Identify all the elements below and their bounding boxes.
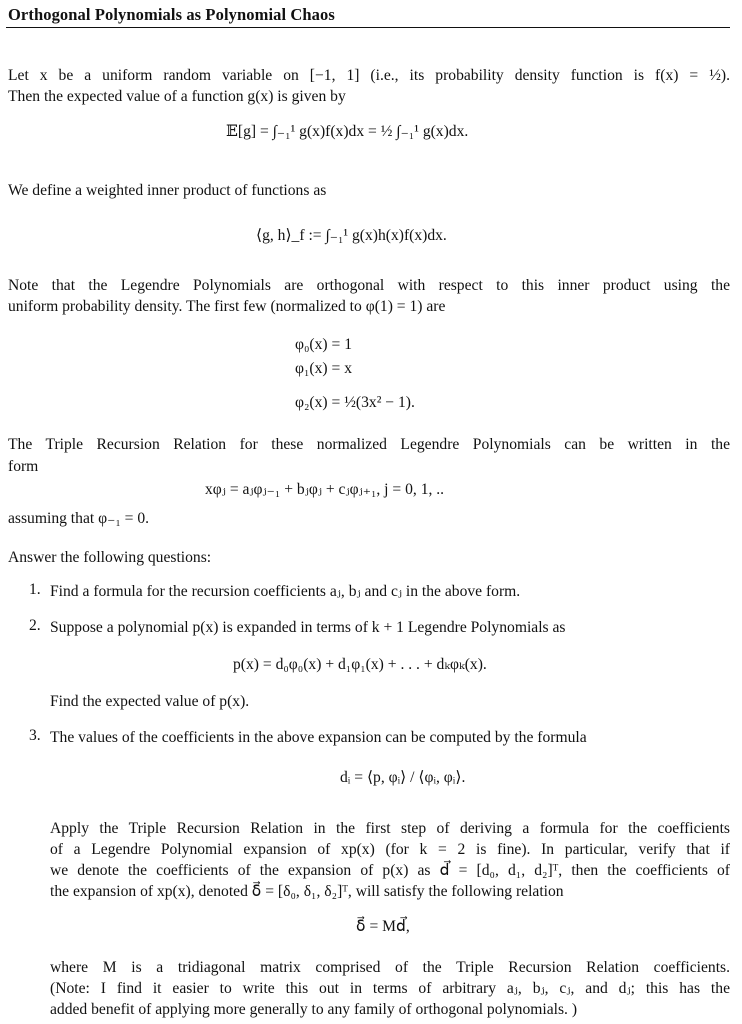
question-3-para2-line-2: (Note: I find it easier to write this out in terms of arbitrary aⱼ, bⱼ, cⱼ, and dⱼ; this has the [50, 980, 730, 997]
question-2-followup: Find the expected value of p(x). [50, 693, 250, 710]
intro-line-1: Let x be a uniform random variable on [−1, 1] (i.e., its probability density function is f(x) = ½). [8, 67, 730, 84]
question-2-text: Suppose a polynomial p(x) is expanded in terms of k + 1 Legendre Polynomials as [50, 619, 566, 636]
equation-recursion: xφⱼ = aⱼφⱼ₋₁ + bⱼφⱼ + cⱼφⱼ₊₁, j = 0, 1, .. [205, 481, 445, 498]
page-title: Orthogonal Polynomials as Polynomial Chaos [8, 5, 335, 24]
question-1-text: Find a formula for the recursion coefficients aⱼ, bⱼ and cⱼ in the above form. [50, 583, 521, 600]
question-3-para2-line-3: added benefit of applying more generally to any family of orthogonal polynomials. ) [50, 1001, 578, 1018]
question-3-para1-line-2: of a Legendre Polynomial expansion of xp(x) (for k = 2 is fine). In particular, verify that if [50, 841, 730, 858]
legendre-note-line-2: uniform probability density. The first few (normalized to φ(1) = 1) are [8, 298, 446, 315]
recursion-note-line-2: form [8, 458, 39, 475]
equation-phi-0: φ₀(x) = 1 [295, 336, 353, 353]
equation-expectation: 𝔼[g] = ∫₋₁¹ g(x)f(x)dx = ½ ∫₋₁¹ g(x)dx. [226, 123, 469, 140]
recursion-note-line-1: The Triple Recursion Relation for these normalized Legendre Polynomials can be written in the [8, 436, 730, 453]
equation-expansion: p(x) = d₀φ₀(x) + d₁φ₁(x) + . . . + dₖφₖ(x). [233, 656, 487, 673]
question-3-para2-line-1: where M is a tridiagonal matrix comprised of the Triple Recursion Relation coefficients. [50, 959, 730, 976]
inner-product-intro: We define a weighted inner product of functions as [8, 182, 327, 199]
questions-intro: Answer the following questions: [8, 549, 212, 566]
assumption-text: assuming that φ₋₁ = 0. [8, 510, 150, 527]
intro-line-2: Then the expected value of a function g(x) is given by [8, 88, 346, 105]
equation-phi-2: φ₂(x) = ½(3x² − 1). [295, 394, 415, 411]
question-3-para1-line-1: Apply the Triple Recursion Relation in the first step of deriving a formula for the coefficients [50, 820, 730, 837]
equation-coefficients: dᵢ = ⟨p, φᵢ⟩ / ⟨φᵢ, φᵢ⟩. [340, 769, 466, 786]
question-3-para1-line-3: we denote the coefficients of the expansion of p(x) as d⃗ = [d₀, d₁, d₂]ᵀ, then the coefficients of [50, 862, 730, 879]
equation-phi-1: φ₁(x) = x [295, 360, 353, 377]
equation-inner-product: ⟨g, h⟩_f := ∫₋₁¹ g(x)h(x)f(x)dx. [256, 227, 447, 244]
legendre-note-line-1: Note that the Legendre Polynomials are orthogonal with respect to this inner product using the [8, 277, 730, 294]
question-3-number: 3. [29, 727, 41, 744]
question-1-number: 1. [29, 581, 41, 598]
title-rule [6, 27, 730, 28]
question-2-number: 2. [29, 617, 41, 634]
equation-delta-md: δ⃗ = Md⃗, [356, 918, 410, 935]
question-3-para1-line-4: the expansion of xp(x), denoted δ⃗ = [δ₀, δ₁, δ₂]ᵀ, will satisfy the following relation [50, 883, 564, 900]
question-3-text: The values of the coefficients in the above expansion can be computed by the formula [50, 729, 587, 746]
